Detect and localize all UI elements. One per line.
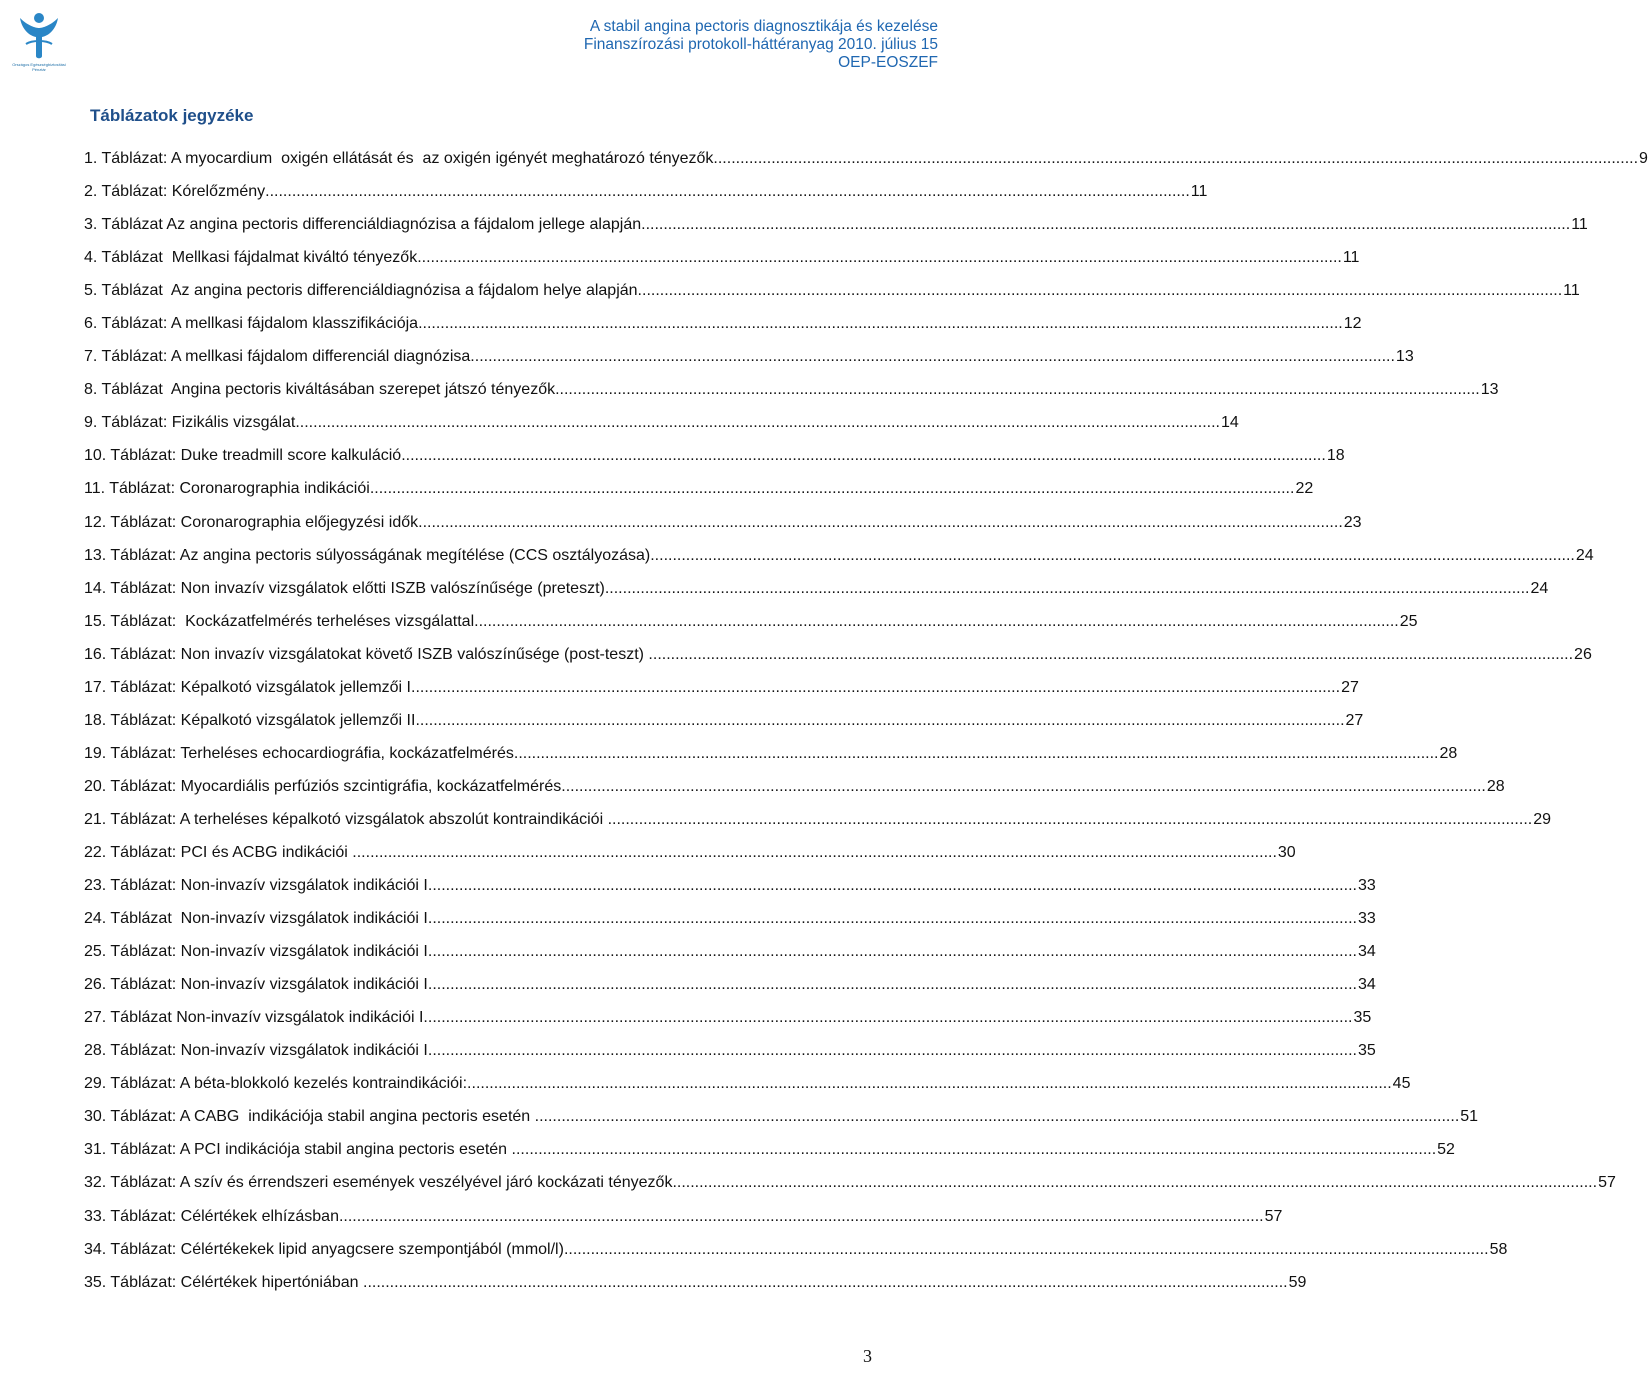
toc-leader-dots [470,348,1395,366]
toc-entry[interactable] [84,910,1376,943]
toc-entry-label: 22. Táblázat: PCI és ACBG indikációi [84,843,353,861]
toc-entry[interactable] [84,579,1549,613]
toc-entry[interactable] [84,645,1592,679]
toc-entry-label: 23. Táblázat: Non-invazív vizsgálatok indikációi I. [84,877,433,895]
toc-leader-dots [605,580,1530,598]
toc-entry[interactable] [84,1108,1479,1141]
toc-entry-page: 35 [1353,1009,1372,1027]
toc-entry-page: 28 [1486,777,1505,795]
toc-entry-label: 26. Táblázat: Non-invazív vizsgálatok indikációi I. [84,976,433,994]
toc-leader-dots [428,1009,1353,1027]
toc-entry-label: 3. Táblázat Az angina pectoris differenciáldiagnózisa a fájdalom jellege alapján. [84,216,646,234]
toc-entry-label: 13. Táblázat: Az angina pectoris súlyosságának megítélése (CCS osztályozása) [84,546,651,564]
toc-leader-dots [401,447,1326,465]
toc-entry-page: 58 [1489,1240,1508,1258]
toc-entry[interactable] [84,744,1458,778]
logo [6,10,72,80]
toc-entry-label: 6. Táblázat: A mellkasi fájdalom klasszifikációja [84,315,419,333]
toc-entry-label: 7. Táblázat: A mellkasi fájdalom differenciál diagnózisa [84,348,471,366]
toc-entry-label: 17. Táblázat: Képalkotó vizsgálatok jellemzői I. [84,678,416,696]
toc-leader-dots [352,844,1277,862]
toc-entry-page: 27 [1341,678,1359,696]
toc-leader-dots [432,976,1357,994]
toc-leader-dots [432,943,1357,961]
toc-leader-dots [650,547,1575,565]
toc-entry[interactable] [84,513,1362,547]
toc-entry-label: 29. Táblázat: A béta-blokkoló kezelés kontraindikációi: [84,1075,468,1093]
toc-entry-label: 15. Táblázat: Kockázatfelmérés terheléses vizsgálattal [84,612,475,630]
toc-entry-label: 5. Táblázat Az angina pectoris differenciáldiagnózisa a fájdalom helye alapján [84,282,638,300]
toc-entry-label: 2. Táblázat: Kórelőzmény [84,183,266,201]
toc-leader-dots [417,249,1342,267]
toc-leader-dots [535,1108,1460,1126]
toc-entry[interactable] [84,315,1362,348]
toc-leader-dots [555,381,1480,399]
toc-entry-page: 34 [1357,976,1376,994]
toc-entry[interactable] [84,1174,1616,1207]
header-organization: OEP-EOSZEF [838,54,938,71]
table-of-tables [84,150,1648,1307]
toc-entry[interactable] [84,810,1551,844]
toc-entry-page: 12 [1343,315,1362,333]
toc-entry-page: 59 [1288,1273,1307,1291]
toc-entry-label: 10. Táblázat: Duke treadmill score kalkuláció [84,447,402,465]
toc-title: Táblázatok jegyzéke [90,106,254,125]
toc-leader-dots [646,216,1571,234]
toc-entry[interactable] [84,480,1314,513]
toc-entry-label: 27. Táblázat Non-invazív vizsgálatok indikációi I. [84,1009,428,1027]
toc-entry-page: 33 [1357,910,1376,928]
toc-leader-dots [418,315,1343,333]
toc-entry-page: 33 [1357,877,1376,895]
toc-leader-dots [608,811,1533,829]
toc-leader-dots [295,414,1220,432]
toc-entry-label: 11. Táblázat: Coronarographia indikációi [84,480,370,498]
toc-entry[interactable] [84,1075,1411,1108]
toc-leader-dots [672,1174,1597,1192]
toc-entry[interactable] [84,612,1418,646]
toc-leader-dots [648,646,1573,664]
toc-entry[interactable] [84,877,1376,910]
toc-entry[interactable] [84,348,1414,381]
toc-entry-page: 24 [1575,546,1594,564]
toc-entry-page: 27 [1345,711,1364,729]
toc-entry-label: 14. Táblázat: Non invazív vizsgálatok előtti ISZB valószínűsége (preteszt) [84,579,605,597]
toc-entry-label: 32. Táblázat: A szív és érrendszeri események veszélyével járó kockázati tényezők [84,1174,673,1192]
toc-entry-page: 9 [1639,150,1648,167]
toc-leader-dots [564,1241,1489,1259]
toc-entry[interactable] [84,777,1505,811]
toc-entry-page: 18 [1326,447,1345,465]
toc-entry-page: 45 [1392,1075,1411,1093]
toc-entry[interactable] [84,843,1296,877]
toc-entry-label: 28. Táblázat: Non-invazív vizsgálatok indikációi I. [84,1042,433,1060]
toc-entry[interactable] [84,678,1359,712]
toc-leader-dots [512,1141,1437,1159]
toc-entry-page: 51 [1460,1108,1479,1126]
toc-leader-dots [561,778,1486,796]
toc-leader-dots [474,613,1399,631]
toc-entry-label: 21. Táblázat: A terheléses képalkotó vizsgálatok abszolút kontraindikációi [84,810,608,828]
toc-entry[interactable] [84,183,1208,216]
header-subtitle: Finanszírozási protokoll-háttéranyag 2010. július 15 [583,36,938,53]
page-number: 3 [863,1346,872,1366]
toc-entry[interactable] [84,1240,1508,1274]
toc-leader-dots [370,480,1295,498]
toc-entry-label: 33. Táblázat: Célértékek elhízásban [84,1207,339,1225]
toc-entry[interactable] [84,976,1376,1009]
toc-entry-page: 11 [1571,216,1588,234]
toc-leader-dots [467,1075,1392,1093]
toc-entry-page: 57 [1598,1174,1616,1192]
toc-entry[interactable] [84,711,1364,745]
toc-entry[interactable] [84,943,1376,976]
toc-leader-dots [265,183,1190,201]
toc-entry-page: 25 [1399,612,1418,630]
toc-entry[interactable] [84,1273,1307,1307]
toc-entry-page: 29 [1533,810,1551,828]
logo-emblem-icon [6,10,72,62]
logo-text: Országos Egészségbiztosítási Pénztár [12,62,66,72]
toc-entry-page: 11 [1190,183,1208,201]
toc-entry-page: 24 [1530,579,1549,597]
toc-entry-label: 34. Táblázat: Célértékekek lipid anyagcsere szempontjából (mmol/l) [84,1240,564,1258]
toc-leader-dots [514,745,1439,763]
toc-entry-page: 30 [1277,843,1296,861]
document-header [584,18,938,72]
toc-entry-label: 24. Táblázat Non-invazív vizsgálatok indikációi I. [84,910,433,928]
toc-entry-page: 23 [1343,513,1362,531]
toc-entry[interactable] [84,249,1360,282]
toc-leader-dots [420,712,1345,730]
toc-entry-page: 57 [1264,1207,1283,1225]
toc-entry-page: 28 [1439,744,1458,762]
toc-entry-page: 35 [1357,1042,1376,1060]
toc-entry[interactable] [84,1207,1283,1241]
toc-leader-dots [415,679,1340,697]
toc-leader-dots [713,150,1638,168]
toc-entry[interactable] [84,1042,1376,1075]
toc-entry-label: 8. Táblázat Angina pectoris kiváltásában szerepet játszó tényezők [84,381,556,399]
toc-entry-page: 13 [1395,348,1414,366]
toc-entry-label: 1. Táblázat: A myocardium oxigén ellátását és az oxigén igényét meghatározó tényezők [84,150,714,167]
toc-entry-label: 19. Táblázat: Terheléses echocardiográfia, kockázatfelmérés [84,744,514,762]
toc-entry[interactable] [84,150,1648,183]
header-title: A stabil angina pectoris diagnosztikája és kezelése [589,18,938,35]
toc-leader-dots [418,514,1343,532]
toc-entry-label: 20. Táblázat: Myocardiális perfúziós szcintigráfia, kockázatfelmérés [84,777,562,795]
toc-entry[interactable] [84,1141,1455,1174]
toc-entry-page: 11 [1342,249,1360,267]
toc-leader-dots [339,1208,1264,1226]
toc-entry[interactable] [84,414,1239,447]
toc-entry[interactable] [84,546,1594,580]
toc-entry-label: 25. Táblázat: Non-invazív vizsgálatok indikációi I. [84,943,433,961]
toc-entry-label: 9. Táblázat: Fizikális vizsgálat [84,414,296,432]
toc-entry-page: 52 [1437,1141,1455,1159]
toc-entry[interactable] [84,216,1588,249]
toc-entry-label: 35. Táblázat: Célértékek hipertóniában [84,1273,363,1291]
toc-entry-page: 26 [1574,645,1592,663]
toc-entry-page: 11 [1563,282,1580,300]
toc-entry-page: 34 [1357,943,1376,961]
toc-entry-label: 31. Táblázat: A PCI indikációja stabil angina pectoris esetén [84,1141,512,1159]
toc-entry[interactable] [84,381,1499,414]
toc-entry-label: 4. Táblázat Mellkasi fájdalmat kiváltó tényezők [84,249,418,267]
toc-entry-page: 13 [1480,381,1499,399]
toc-leader-dots [432,910,1357,928]
toc-leader-dots [432,877,1357,895]
toc-entry-page: 22 [1295,480,1314,498]
toc-entry[interactable] [84,1009,1372,1042]
toc-entry-label: 12. Táblázat: Coronarographia előjegyzési idők [84,513,419,531]
toc-entry[interactable] [84,447,1345,480]
toc-entry-label: 30. Táblázat: A CABG indikációja stabil angina pectoris esetén [84,1108,535,1126]
toc-entry-label: 18. Táblázat: Képalkotó vizsgálatok jellemzői II. [84,711,420,729]
toc-entry-label: 16. Táblázat: Non invazív vizsgálatokat követő ISZB valószínűsége (post-teszt) [84,645,649,663]
toc-leader-dots [432,1042,1357,1060]
toc-entry[interactable] [84,282,1580,315]
toc-entry-page: 14 [1220,414,1239,432]
toc-leader-dots [638,282,1563,300]
toc-leader-dots [363,1274,1288,1292]
